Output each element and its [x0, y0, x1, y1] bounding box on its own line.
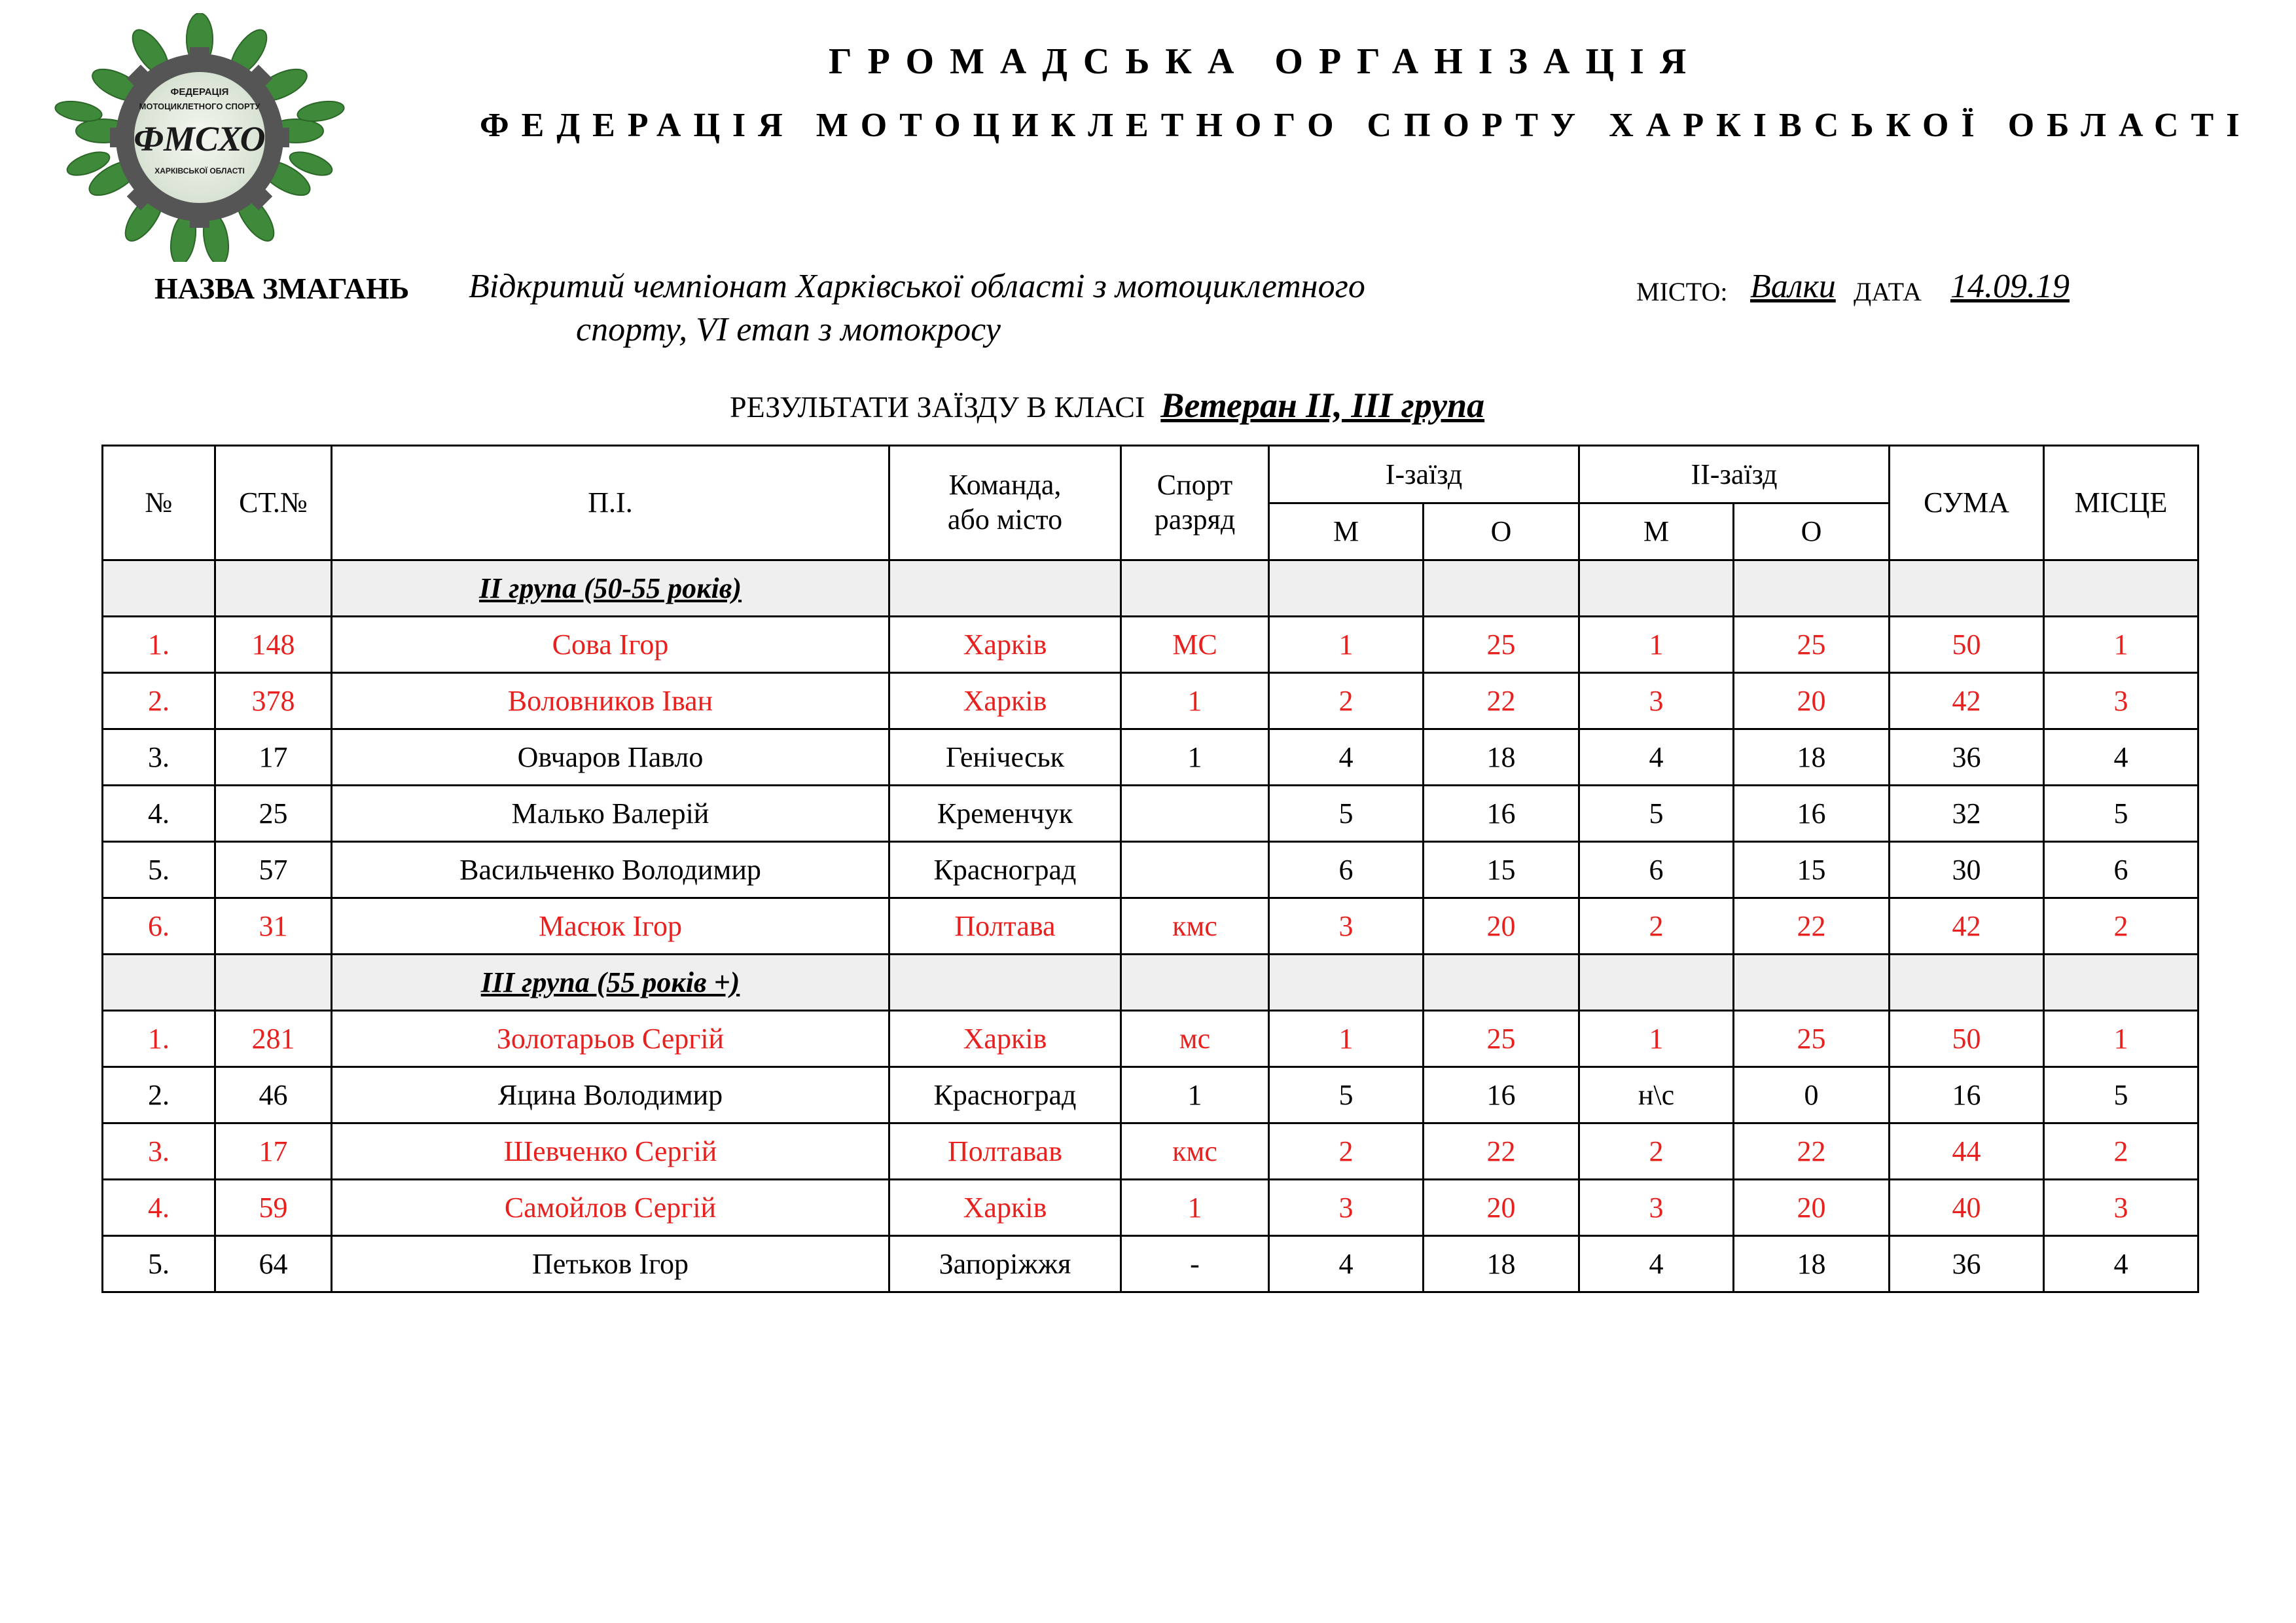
row-start-num: 17	[215, 729, 332, 786]
row-rank	[1121, 842, 1269, 898]
competition-name-line1: Відкритий чемпіонат Харківської області з мотоциклетного	[469, 268, 1365, 305]
row-name: Петьков Ігор	[332, 1236, 889, 1292]
row-sum: 16	[1890, 1067, 2044, 1123]
table-row	[103, 1011, 2198, 1067]
row-name: Самойлов Сергій	[332, 1180, 889, 1236]
row-team: Харків	[889, 617, 1121, 673]
row-race1-m: 3	[1269, 898, 1424, 955]
header-race1-m: М	[1269, 503, 1424, 560]
date-value: 14.09.19	[1950, 268, 2070, 305]
logo-text-region: ХАРКІВСЬКОЇ ОБЛАСТІ	[154, 166, 245, 175]
header-race2-m: М	[1579, 503, 1734, 560]
row-team: Красноград	[889, 842, 1121, 898]
row-race1-o: 18	[1424, 1236, 1579, 1292]
row-name: Сова Ігор	[332, 617, 889, 673]
header-team	[889, 446, 1121, 560]
row-name: Овчаров Павло	[332, 729, 889, 786]
header-rank-line1: Спорт	[1157, 469, 1233, 501]
header-start-num: СТ.№	[215, 446, 332, 560]
group-empty-cell	[1424, 560, 1579, 617]
row-race2-m: 1	[1579, 617, 1734, 673]
row-race2-m: 5	[1579, 786, 1734, 842]
row-race2-o: 20	[1734, 673, 1890, 729]
group-empty-cell	[1579, 955, 1734, 1011]
row-race2-m: 6	[1579, 842, 1734, 898]
row-rank	[1121, 786, 1269, 842]
row-sum: 44	[1890, 1123, 2044, 1180]
table-row	[103, 842, 2198, 898]
row-start-num: 46	[215, 1067, 332, 1123]
group-empty-cell	[2044, 955, 2198, 1011]
competition-name-line2: спорту, VI етап з мотокросу	[576, 311, 1001, 348]
table-row	[103, 1236, 2198, 1292]
row-race2-m: 2	[1579, 898, 1734, 955]
row-start-num: 25	[215, 786, 332, 842]
row-race1-m: 5	[1269, 786, 1424, 842]
row-race2-o: 22	[1734, 1123, 1890, 1180]
row-race1-m: 6	[1269, 842, 1424, 898]
row-race2-o: 25	[1734, 617, 1890, 673]
row-race1-m: 2	[1269, 673, 1424, 729]
row-place: 3	[2044, 673, 2198, 729]
row-race2-m: 3	[1579, 1180, 1734, 1236]
group-empty-cell	[103, 560, 215, 617]
row-num: 1.	[103, 617, 215, 673]
header-team-line1: Команда,	[948, 469, 1062, 501]
row-place: 1	[2044, 1011, 2198, 1067]
row-rank: 1	[1121, 1067, 1269, 1123]
row-race1-o: 16	[1424, 786, 1579, 842]
row-sum: 36	[1890, 1236, 2044, 1292]
header-race1: І-заїзд	[1269, 446, 1579, 503]
city-label: МІСТО:	[1636, 277, 1728, 306]
row-race2-o: 25	[1734, 1011, 1890, 1067]
row-race2-m: н\с	[1579, 1067, 1734, 1123]
row-start-num: 31	[215, 898, 332, 955]
header-num: №	[103, 446, 215, 560]
row-race2-o: 22	[1734, 898, 1890, 955]
table-row	[103, 1067, 2198, 1123]
row-start-num: 64	[215, 1236, 332, 1292]
row-num: 3.	[103, 1123, 215, 1180]
row-race1-o: 25	[1424, 1011, 1579, 1067]
row-start-num: 378	[215, 673, 332, 729]
federation-title: ФЕДЕРАЦІЯ МОТОЦИКЛЕТНОГО СПОРТУ ХАРКІВСЬКОЇ ОБЛАСТІ	[480, 107, 2252, 144]
header-sum: СУМА	[1890, 446, 2044, 560]
table-row	[103, 1123, 2198, 1180]
row-start-num: 57	[215, 842, 332, 898]
row-race1-o: 25	[1424, 617, 1579, 673]
row-race1-m: 2	[1269, 1123, 1424, 1180]
date-label: ДАТА	[1854, 277, 1922, 306]
results-table	[101, 445, 2199, 1293]
row-num: 6.	[103, 898, 215, 955]
header-race2-o: О	[1734, 503, 1890, 560]
row-num: 4.	[103, 786, 215, 842]
row-team: Харків	[889, 1180, 1121, 1236]
row-place: 4	[2044, 1236, 2198, 1292]
group-empty-cell	[2044, 560, 2198, 617]
row-name: Золотарьов Сергій	[332, 1011, 889, 1067]
row-race1-m: 1	[1269, 617, 1424, 673]
row-race2-m: 4	[1579, 1236, 1734, 1292]
row-team: Кременчук	[889, 786, 1121, 842]
row-sum: 36	[1890, 729, 2044, 786]
row-num: 2.	[103, 673, 215, 729]
group-title: II група (50-55 років)	[332, 560, 889, 617]
row-num: 5.	[103, 842, 215, 898]
row-rank: кмс	[1121, 898, 1269, 955]
row-sum: 42	[1890, 898, 2044, 955]
row-sum: 50	[1890, 1011, 2044, 1067]
row-sum: 30	[1890, 842, 2044, 898]
results-title	[730, 385, 1484, 426]
row-team: Красноград	[889, 1067, 1121, 1123]
competition-label: НАЗВА ЗМАГАНЬ	[154, 272, 410, 305]
row-race1-o: 18	[1424, 729, 1579, 786]
table-row	[103, 786, 2198, 842]
row-race2-m: 1	[1579, 1011, 1734, 1067]
group-empty-cell	[1734, 955, 1890, 1011]
header-place: МІСЦЕ	[2044, 446, 2198, 560]
class-name: Ветеран II, III група	[1160, 386, 1485, 425]
group-header-row	[103, 955, 2198, 1011]
row-name: Малько Валерій	[332, 786, 889, 842]
logo-text-motosport: МОТОЦИКЛЕТНОГО СПОРТУ	[139, 101, 260, 111]
row-rank: кмс	[1121, 1123, 1269, 1180]
organization-title: ГРОМАДСЬКА ОРГАНІЗАЦІЯ	[829, 41, 1702, 82]
row-team: Запоріжжя	[889, 1236, 1121, 1292]
group-empty-cell	[889, 560, 1121, 617]
header-rank-line2: разряд	[1154, 503, 1236, 536]
row-name: Васильченко Володимир	[332, 842, 889, 898]
group-title: III група (55 років +)	[332, 955, 889, 1011]
row-start-num: 281	[215, 1011, 332, 1067]
row-place: 5	[2044, 786, 2198, 842]
header-team-line2: або місто	[947, 503, 1063, 536]
row-race1-o: 15	[1424, 842, 1579, 898]
group-empty-cell	[1579, 560, 1734, 617]
row-race2-m: 4	[1579, 729, 1734, 786]
table-row	[103, 729, 2198, 786]
row-rank: 1	[1121, 1180, 1269, 1236]
table-row	[103, 1180, 2198, 1236]
group-empty-cell	[889, 955, 1121, 1011]
group-empty-cell	[1734, 560, 1890, 617]
row-num: 3.	[103, 729, 215, 786]
row-place: 4	[2044, 729, 2198, 786]
row-race1-m: 1	[1269, 1011, 1424, 1067]
row-start-num: 17	[215, 1123, 332, 1180]
row-race1-o: 20	[1424, 1180, 1579, 1236]
header-rank	[1121, 446, 1269, 560]
row-race2-o: 16	[1734, 786, 1890, 842]
header-name: П.І.	[332, 446, 889, 560]
results-body	[103, 560, 2198, 1292]
row-race2-o: 0	[1734, 1067, 1890, 1123]
row-sum: 50	[1890, 617, 2044, 673]
group-empty-cell	[1269, 560, 1424, 617]
group-empty-cell	[1269, 955, 1424, 1011]
group-empty-cell	[1121, 560, 1269, 617]
row-race1-o: 16	[1424, 1067, 1579, 1123]
row-race2-o: 18	[1734, 1236, 1890, 1292]
row-race1-m: 4	[1269, 1236, 1424, 1292]
table-row	[103, 898, 2198, 955]
row-race1-m: 4	[1269, 729, 1424, 786]
group-empty-cell	[1890, 955, 2044, 1011]
row-start-num: 148	[215, 617, 332, 673]
row-race1-o: 22	[1424, 673, 1579, 729]
row-race2-o: 18	[1734, 729, 1890, 786]
table-row	[103, 617, 2198, 673]
table-row	[103, 673, 2198, 729]
row-team: Полтавав	[889, 1123, 1121, 1180]
results-label: РЕЗУЛЬТАТИ ЗАЇЗДУ В КЛАСІ	[730, 390, 1145, 424]
row-race1-m: 5	[1269, 1067, 1424, 1123]
row-place: 3	[2044, 1180, 2198, 1236]
row-place: 5	[2044, 1067, 2198, 1123]
group-empty-cell	[1121, 955, 1269, 1011]
row-sum: 42	[1890, 673, 2044, 729]
group-empty-cell	[1424, 955, 1579, 1011]
row-team: Харків	[889, 1011, 1121, 1067]
row-rank: 1	[1121, 729, 1269, 786]
row-race2-m: 3	[1579, 673, 1734, 729]
row-race2-o: 20	[1734, 1180, 1890, 1236]
row-sum: 32	[1890, 786, 2044, 842]
row-race1-o: 22	[1424, 1123, 1579, 1180]
row-place: 1	[2044, 617, 2198, 673]
row-race2-m: 2	[1579, 1123, 1734, 1180]
row-rank: -	[1121, 1236, 1269, 1292]
group-empty-cell	[1890, 560, 2044, 617]
group-empty-cell	[103, 955, 215, 1011]
row-sum: 40	[1890, 1180, 2044, 1236]
row-name: Шевченко Сергій	[332, 1123, 889, 1180]
row-num: 1.	[103, 1011, 215, 1067]
row-num: 2.	[103, 1067, 215, 1123]
group-empty-cell	[215, 560, 332, 617]
group-header-row	[103, 560, 2198, 617]
row-name: Яцина Володимир	[332, 1067, 889, 1123]
row-race1-m: 3	[1269, 1180, 1424, 1236]
row-rank: МС	[1121, 617, 1269, 673]
row-rank: мс	[1121, 1011, 1269, 1067]
row-rank: 1	[1121, 673, 1269, 729]
row-num: 5.	[103, 1236, 215, 1292]
row-name: Масюк Ігор	[332, 898, 889, 955]
row-place: 6	[2044, 842, 2198, 898]
header-race2: ІІ-заїзд	[1579, 446, 1890, 503]
row-race1-o: 20	[1424, 898, 1579, 955]
row-place: 2	[2044, 898, 2198, 955]
fmsko-logo-icon	[52, 13, 347, 262]
logo-text-federation: ФЕДЕРАЦІЯ	[170, 86, 229, 98]
row-place: 2	[2044, 1123, 2198, 1180]
logo-text-main: ФМСХО	[134, 119, 266, 158]
header-race1-o: О	[1424, 503, 1579, 560]
row-name: Воловников Іван	[332, 673, 889, 729]
row-team: Генічеськ	[889, 729, 1121, 786]
row-race2-o: 15	[1734, 842, 1890, 898]
city-value: Валки	[1750, 268, 1836, 305]
row-num: 4.	[103, 1180, 215, 1236]
row-team: Полтава	[889, 898, 1121, 955]
row-team: Харків	[889, 673, 1121, 729]
group-empty-cell	[215, 955, 332, 1011]
row-start-num: 59	[215, 1180, 332, 1236]
